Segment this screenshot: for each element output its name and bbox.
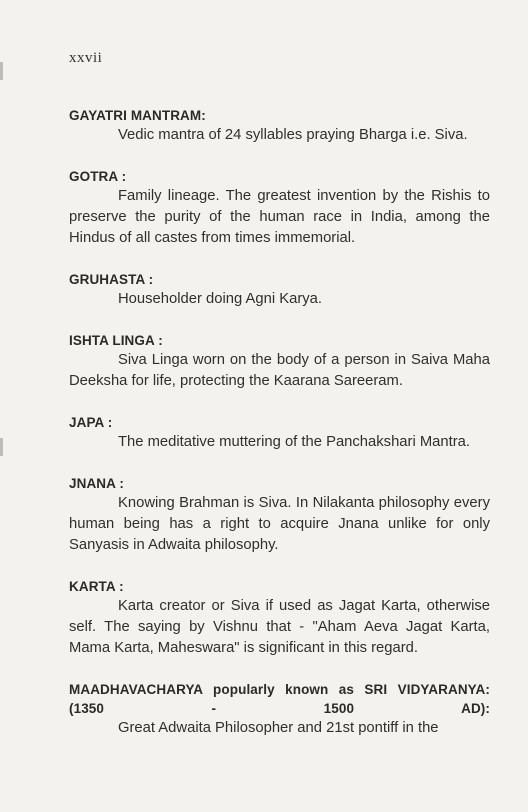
glossary-term: GAYATRI MANTRAM: [69,108,206,123]
glossary-definition: Karta creator or Siva if used as Jagat Karta, otherwise self. The saying by Vishnu that - "Aham Aeva Jagat Karta, Mama Karta, Maheswara" is significant in this regard. [69,598,490,656]
glossary-term: JNANA : [69,476,124,491]
glossary-definition: Siva Linga worn on the body of a person in Saiva Maha Deeksha for life, protecting the Kaarana Sareeram. [69,352,490,389]
glossary-definition: Vedic mantra of 24 syllables praying Bharga i.e. Siva. [118,127,468,143]
page-edge-mark [0,438,3,456]
glossary-definition: Great Adwaita Philosopher and 21st pontiff in the [118,720,439,736]
glossary-entry [69,270,490,310]
glossary-term: GRUHASTA : [69,272,154,287]
glossary-definition: The meditative muttering of the Panchakshari Mantra. [118,434,471,450]
page-edge-mark [0,62,3,80]
glossary-definition: Householder doing Agni Karya. [118,291,323,307]
glossary-term: ISHTA LINGA : [69,333,163,348]
glossary-definition: Family lineage. The greatest invention by the Rishis to preserve the purity of the human race in India, among the Hindus of all castes from times immemorial. [69,188,490,246]
glossary-entry [69,331,490,392]
glossary-definition: Knowing Brahman is Siva. In Nilakanta philosophy every human being has a right to acquire Jnana unlike for only Sanyasis in Adwaita philosophy. [69,495,490,553]
glossary-term: MAADHAVACHARYA popularly known as SRI VIDYARANYA: (1350 - 1500 AD): [69,682,490,716]
page-number: xxvii [69,50,103,66]
glossary-entry [69,413,490,453]
glossary-entry [69,680,490,739]
glossary-body [69,106,490,760]
glossary-entry [69,106,490,146]
glossary-entry [69,577,490,659]
glossary-term: GOTRA : [69,169,127,184]
glossary-entry [69,474,490,556]
glossary-term: JAPA : [69,415,113,430]
glossary-term: KARTA : [69,579,124,594]
glossary-entry [69,167,490,249]
